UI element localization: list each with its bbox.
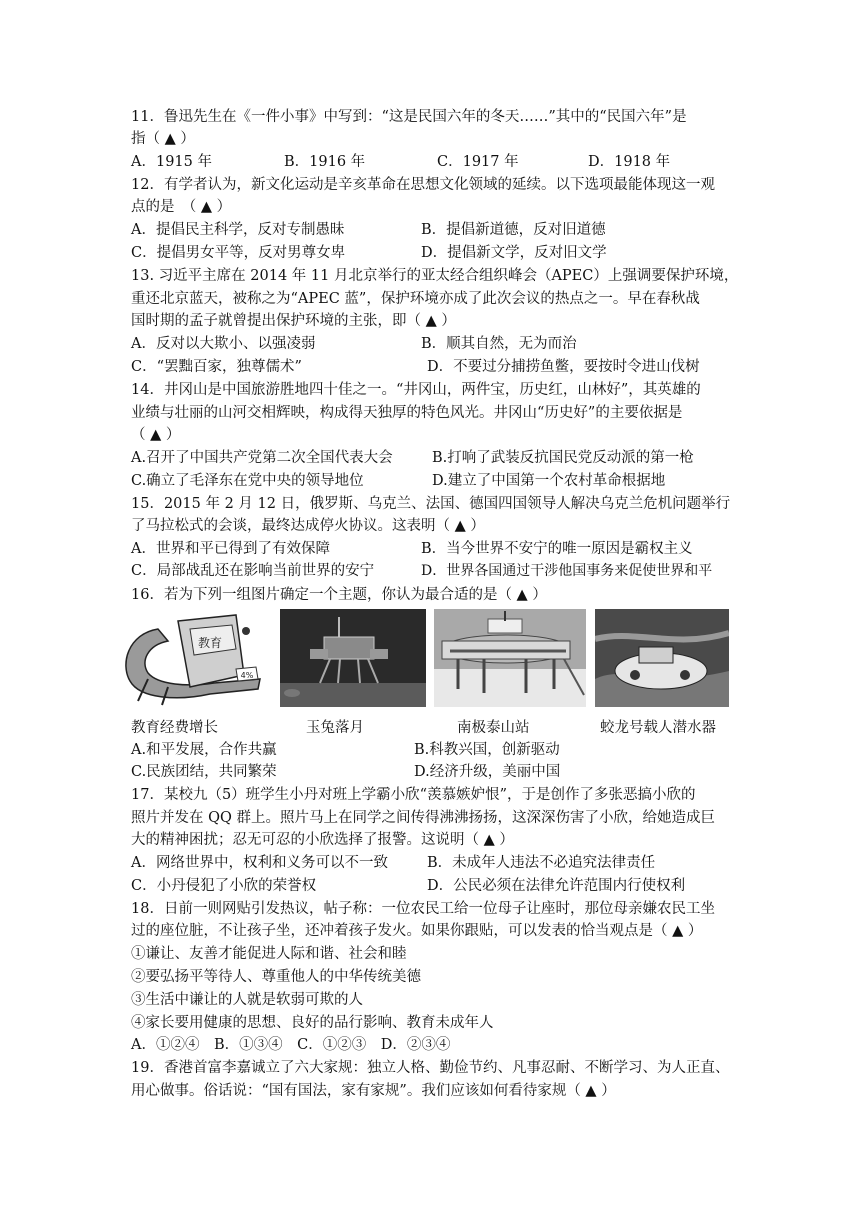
q14-option-b[interactable]: B.打响了武装反抗国民党反动派的第一枪	[432, 450, 694, 466]
antarctic-station-photo	[434, 609, 586, 707]
q13-stem-line2: 重还北京蓝天，被称之为“APEC 蓝”，保护环境亦成了此次会议的热点之一。早在春秋战	[131, 291, 700, 307]
q16-option-d[interactable]: D.经济升级，美丽中国	[414, 764, 561, 780]
q14-stem-line3: （ ▲ ）	[131, 427, 181, 443]
q19-stem-line1: 19．香港首富李嘉诚立了六大家规：独立人格、勤俭节约、凡事忍耐、不断学习、为人正直、	[131, 1060, 730, 1076]
q12-option-d[interactable]: D．提倡新文学，反对旧文学	[421, 245, 607, 261]
q17-stem-line3: 大的精神困扰；忍无可忍的小欣选择了报警。这说明（ ▲ ）	[131, 832, 514, 848]
q18-options[interactable]: A．①②④ B．①③④ C．①②③ D．②③④	[131, 1037, 451, 1053]
q12-option-b[interactable]: B．提倡新道德，反对旧道德	[421, 222, 606, 238]
lunar-lander-photo	[280, 609, 426, 707]
q12-option-a[interactable]: A．提倡民主科学，反对专制愚昧	[131, 222, 345, 238]
q13-stem-line1: 13. 习近平主席在 2014 年 11 月北京举行的亚太经合组织峰会（APEC）上强调要保护环境，	[131, 268, 739, 284]
q18-statement-2: ②要弘扬平等待人、尊重他人的中华传统美德	[131, 969, 421, 985]
q15-option-c[interactable]: C．局部战乱还在影响当前世界的安宁	[131, 563, 375, 579]
q18-statement-3: ③生活中谦让的人就是软弱可欺的人	[131, 992, 363, 1008]
q19-stem-line2: 用心做事。俗话说：“国有国法，家有家规”。我们应该如何看待家规（ ▲ ）	[131, 1083, 616, 1099]
q17-stem-line2: 照片并发在 QQ 群上。照片马上在同学之间传得沸沸扬扬，这深深伤害了小欣，给她造成巨	[131, 810, 715, 826]
q17-option-a[interactable]: A．网络世界中，权利和义务可以不一致	[131, 855, 388, 871]
q12-option-c[interactable]: C．提倡男女平等，反对男尊女卑	[131, 245, 346, 261]
q17-stem-line1: 17．某校九（5）班学生小丹对班上学霸小欣“羡慕嫉妒恨”，于是创作了多张恶搞小欣的	[131, 787, 696, 803]
q17-option-d[interactable]: D．公民必须在法律允许范围内行使权利	[427, 878, 686, 894]
q14-option-c[interactable]: C.确立了毛泽东在党中央的领导地位	[131, 473, 364, 489]
q18-statement-4: ④家长要用健康的思想、良好的品行影响、教育未成年人	[131, 1015, 494, 1031]
q13-option-c[interactable]: C．“罢黜百家，独尊儒术”	[131, 359, 302, 375]
education-funding-cartoon	[118, 609, 272, 707]
q13-option-a[interactable]: A．反对以大欺小、以强凌弱	[131, 336, 316, 352]
q18-stem-line1: 18．日前一则网贴引发热议，帖子称：一位农民工给一位母子让座时，那位母亲嫌农民工坐	[131, 901, 715, 917]
submersible-photo	[595, 609, 729, 707]
q16-option-a[interactable]: A.和平发展，合作共赢	[131, 742, 277, 758]
caption-jiaolong: 蛟龙号载人潜水器	[600, 720, 716, 736]
q11-stem-line1: 11．鲁迅先生在《一件小事》中写到：“这是民国六年的冬天……”其中的“民国六年”是	[131, 109, 687, 125]
q14-stem-line1: 14．井冈山是中国旅游胜地四十佳之一。“井冈山，两件宝，历史红，山林好”，其英雄的	[131, 382, 701, 398]
q17-option-c[interactable]: C．小丹侵犯了小欣的荣誉权	[131, 878, 317, 894]
q12-stem-line2: 点的是 （ ▲ ）	[131, 199, 232, 215]
q17-option-b[interactable]: B．未成年人违法不必追究法律责任	[427, 855, 656, 871]
q13-stem-line3: 国时期的孟子就曾提出保护环境的主张，即（ ▲ ）	[131, 313, 456, 329]
education-label: 教育	[197, 636, 223, 650]
q14-option-a[interactable]: A.召开了中国共产党第二次全国代表大会	[131, 450, 393, 466]
caption-taishan-station: 南极泰山站	[457, 720, 530, 736]
q11-stem-line2: 指（ ▲ ）	[131, 131, 195, 147]
q15-stem-line2: 了马拉松式的会谈，最终达成停火协议。这表明（ ▲ ）	[131, 518, 485, 534]
q14-stem-line2: 业绩与壮丽的山河交相辉映，构成得天独厚的特色风光。井冈山“历史好”的主要依据是	[131, 405, 683, 421]
q15-stem-line1: 15．2015 年 2 月 12 日，俄罗斯、乌克兰、法国、德国四国领导人解决乌克兰危机问题举行	[131, 496, 731, 512]
q18-statement-1: ①谦让、友善才能促进人际和谐、社会和睦	[131, 946, 407, 962]
caption-education-funding: 教育经费增长	[131, 720, 218, 736]
q18-stem-line2: 过的座位脏，不让孩子坐，还冲着孩子发火。如果你跟贴，可以发表的恰当观点是（ ▲ ）	[131, 923, 703, 939]
q15-option-a[interactable]: A．世界和平已得到了有效保障	[131, 541, 330, 557]
q11-option-d[interactable]: D．1918 年	[588, 154, 671, 170]
q14-option-d[interactable]: D.建立了中国第一个农村革命根据地	[432, 473, 666, 489]
q16-option-c[interactable]: C.民族团结，共同繁荣	[131, 764, 277, 780]
q11-option-b[interactable]: B．1916 年	[284, 154, 366, 170]
q11-option-a[interactable]: A．1915 年	[131, 154, 212, 170]
caption-lunar-rover: 玉兔落月	[306, 720, 364, 736]
q16-stem-line1: 16．若为下列一组图片确定一个主题，你认为最合适的是（ ▲ ）	[131, 587, 547, 603]
q15-option-b[interactable]: B．当今世界不安宁的唯一原因是霸权主义	[421, 541, 693, 557]
percent-tag: 4%	[240, 671, 254, 680]
q15-option-d[interactable]: D．世界各国通过干涉他国事务来促使世界和平	[421, 563, 713, 579]
q11-option-c[interactable]: C．1917 年	[437, 154, 519, 170]
q16-option-b[interactable]: B.科教兴国，创新驱动	[414, 742, 560, 758]
q13-option-b[interactable]: B．顺其自然，无为而治	[421, 336, 577, 352]
q13-option-d[interactable]: D．不要过分捕捞鱼鳖，要按时令进山伐树	[427, 359, 700, 375]
q12-stem-line1: 12．有学者认为，新文化运动是辛亥革命在思想文化领域的延续。以下选项最能体现这一观	[131, 177, 715, 193]
